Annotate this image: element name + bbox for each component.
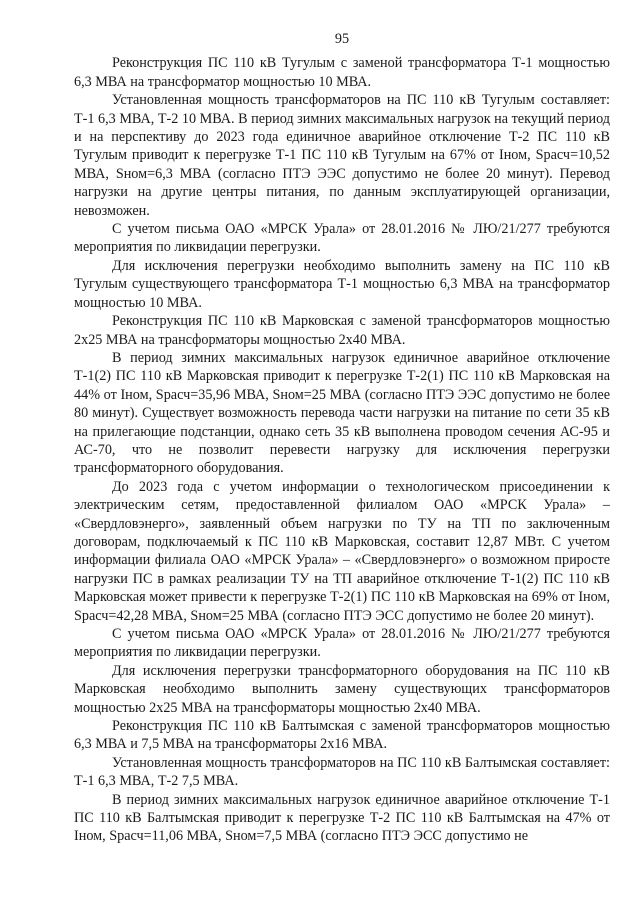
paragraph-tugulym-solution: Для исключения перегрузки необходимо выполнить замену на ПС 110 кВ Тугулым существующего трансформатора Т-1 мощностью 6,3 МВА на трансформатор мощностью 10 МВА. [74, 257, 610, 311]
page-number: 95 [334, 31, 350, 47]
paragraph-markovskaya-overload: В период зимних максимальных нагрузок единичное аварийное отключение Т-1(2) ПС 110 кВ Марковская приводит к перегрузке Т-2(1) ПС 110 кВ Марковская на 44% от Iном, Sрасч=35,96 МВА, Sном=25 МВА (согласно ПТЭ ЭЭС допустимо не более 80 минут). Существует возможность перевода части нагрузки на питание по сети 35 кВ на прилегающие подстанции, однако сеть 35 кВ выполнена проводом сечения АС-95 и АС-70, что не позволит перевести нагрузку для исключения перегрузки трансформаторного оборудования. [74, 349, 610, 477]
paragraph-markovskaya-solution: Для исключения перегрузки трансформаторного оборудования на ПС 110 кВ Марковская необходимо выполнить замену существующих трансформаторов мощностью 2х25 МВА на трансформаторы мощностью 2х40 МВА. [74, 662, 610, 716]
document-page [74, 30, 610, 846]
paragraph-markovskaya-heading: Реконструкция ПС 110 кВ Марковская с заменой трансформаторов мощностью 2х25 МВА на трансформаторы мощностью 2х40 МВА. [74, 313, 610, 348]
paragraph-markovskaya-letter: С учетом письма ОАО «МРСК Урала» от 28.01.2016 № ЛЮ/21/277 требуются мероприятия по ликвидации перегрузки. [74, 626, 610, 661]
paragraph-tugulym-heading: Реконструкция ПС 110 кВ Тугулым с заменой трансформатора Т-1 мощностью 6,3 МВА на трансформатор мощностью 10 МВА. [74, 55, 610, 90]
paragraph-baltymskaya-capacity: Установленная мощность трансформаторов на ПС 110 кВ Балтымская составляет: Т-1 6,3 МВА, Т-2 7,5 МВА. [74, 754, 610, 790]
paragraph-markovskaya-forecast: До 2023 года с учетом информации о технологическом присоединении к электрическим сетям, предоставленной филиалом ОАО «МРСК Урала» – «Свердловэнерго», заявленный объем нагрузки по ТУ на ТП по заключенным договорам, подключаемый к ПС 110 кВ Марковская, составит 12,87 МВт. С учетом информации филиала ОАО «МРСК Урала» – «Свердловэнерго» о возможном приросте нагрузки ПС в рамках реализации ТУ на ТП аварийное отключение Т-1(2) ПС 110 кВ Марковская может привести к перегрузке Т-2(1) ПС 110 кВ Марковская на 69% от Iном, Sрасч=42,28 МВА, Sном=25 МВА (согласно ПТЭ ЭСС допустимо не более 20 минут). [74, 478, 610, 624]
paragraph-baltymskaya-heading: Реконструкция ПС 110 кВ Балтымская с заменой трансформаторов мощностью 6,3 МВА и 7,5 МВА на трансформаторы 2х16 МВА. [74, 718, 610, 753]
paragraph-baltymskaya-overload: В период зимних максимальных нагрузок единичное аварийное отключение Т-1 ПС 110 кВ Балтымская приводит к перегрузке Т-2 ПС 110 кВ Балтымская на 47% от Iном, Sрасч=11,06 МВА, Sном=7,5 МВА (согласно ПТЭ ЭСС допустимо не [74, 791, 610, 845]
paragraph-tugulym-letter: С учетом письма ОАО «МРСК Урала» от 28.01.2016 № ЛЮ/21/277 требуются мероприятия по ликвидации перегрузки. [74, 221, 610, 256]
paragraph-tugulym-capacity: Установленная мощность трансформаторов на ПС 110 кВ Тугулым составляет: Т-1 6,3 МВА, Т-2 10 МВА. В период зимних максимальных нагрузок на текущий период и на перспективу до 2023 года единичное аварийное отключение Т-2 ПС 110 кВ Тугулым приводит к перегрузке Т-1 ПС 110 кВ Тугулым на 67% от Iном, Sрасч=10,52 МВА, Sном=6,3 МВА (согласно ПТЭ ЭЭС допустимо не более 20 минут). Перевод нагрузки на другие центры питания, по данным эксплуатирующей организации, невозможен. [74, 92, 611, 219]
